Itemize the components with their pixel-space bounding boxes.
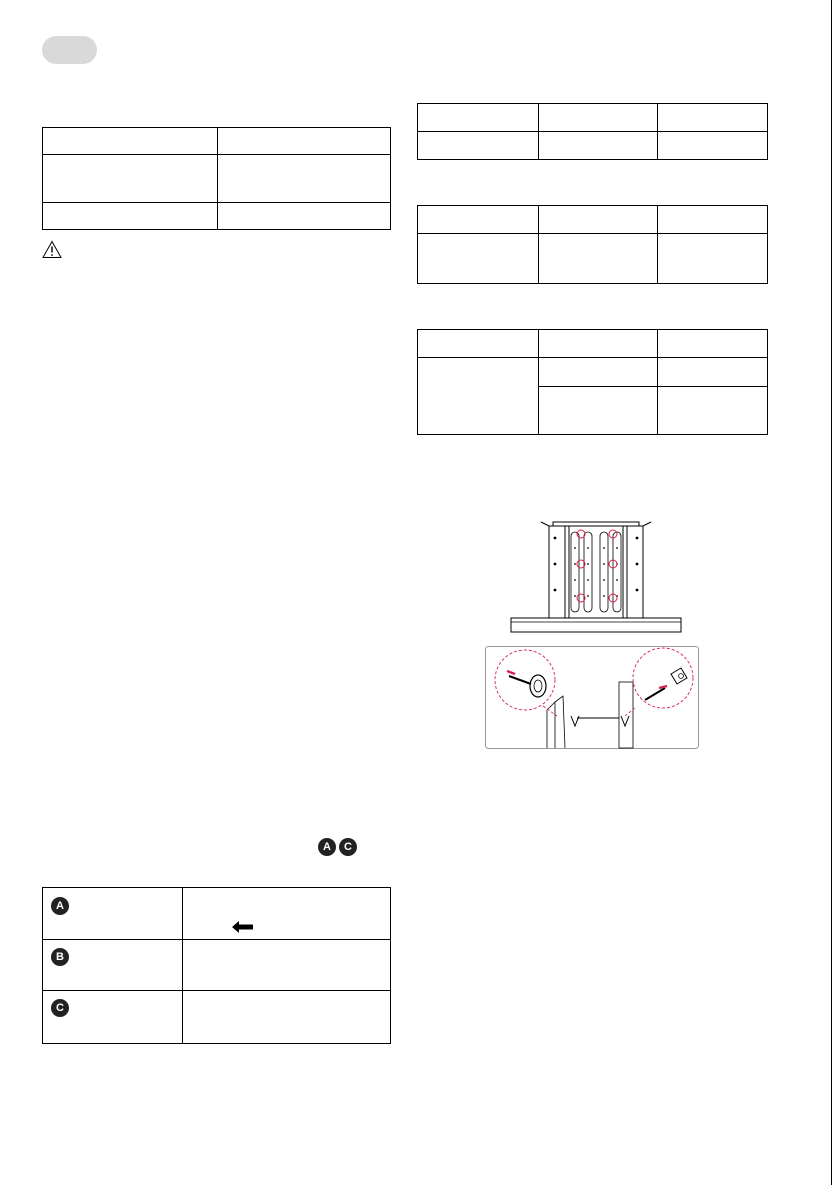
badge-a-inline: A	[318, 838, 336, 856]
warning-triangle-icon	[42, 240, 62, 259]
table-row-divider	[43, 939, 390, 940]
table-col-divider	[657, 330, 658, 434]
table-col-divider	[182, 888, 183, 1043]
badge-c-inline: C	[339, 838, 357, 856]
table-row-divider	[418, 131, 767, 132]
table-col-divider	[217, 128, 218, 229]
left-parts-table	[42, 887, 391, 1044]
table-col-divider	[657, 104, 658, 159]
badge-b: B	[51, 948, 69, 966]
section-tab-pill	[42, 36, 97, 64]
table-col-divider	[538, 330, 539, 434]
badge-a: A	[51, 897, 69, 915]
tv-stand-back-illustration	[505, 520, 687, 636]
table-row-divider	[418, 357, 767, 358]
arrow-left-icon	[232, 921, 254, 933]
table-row-divider	[418, 233, 767, 234]
right-table-1	[417, 103, 768, 160]
table-row-divider	[43, 990, 390, 991]
table-col-divider	[538, 206, 539, 283]
right-table-2	[417, 205, 768, 284]
page-edge-line	[831, 0, 832, 1185]
wall-anchor-illustration	[485, 646, 700, 750]
badge-c: C	[51, 999, 69, 1017]
table-col-divider	[538, 104, 539, 159]
table-col-divider	[657, 206, 658, 283]
table-row-divider	[538, 386, 767, 387]
left-spec-table	[42, 127, 391, 230]
right-table-3	[417, 329, 768, 435]
